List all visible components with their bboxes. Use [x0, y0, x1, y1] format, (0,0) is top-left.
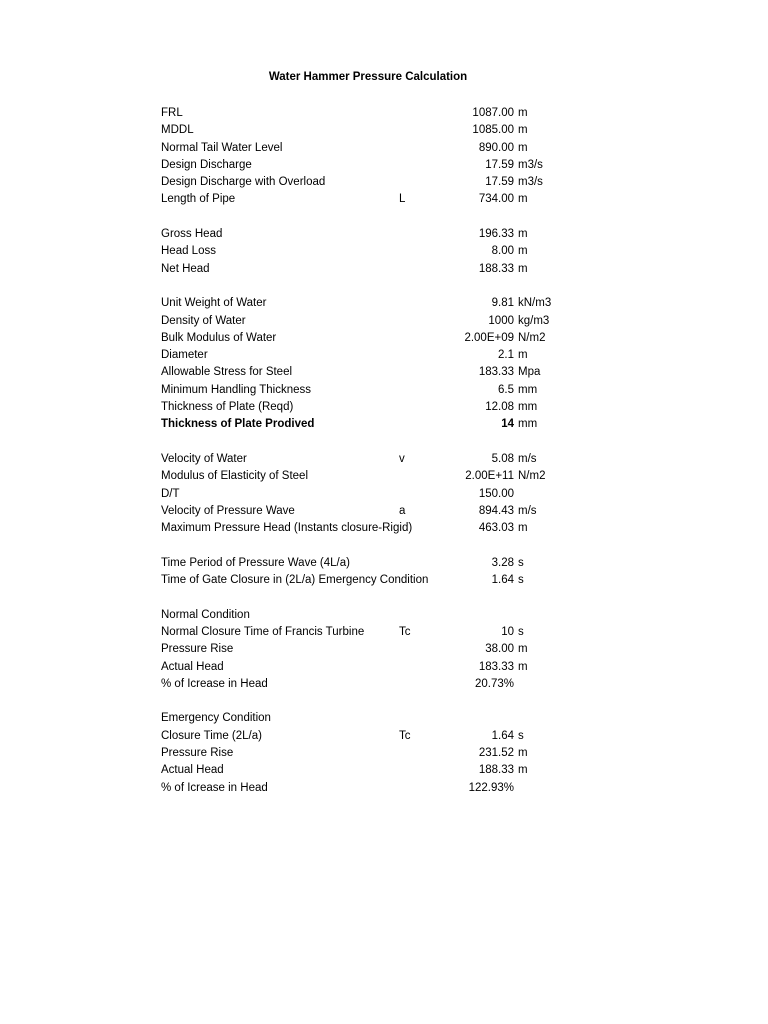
- row-label: Unit Weight of Water: [161, 297, 267, 310]
- row-label: Pressure Rise: [161, 746, 234, 759]
- row-value: 6.5: [498, 383, 514, 396]
- row-unit: m: [518, 660, 528, 673]
- row-unit: m: [518, 349, 528, 362]
- row-unit: kg/m3: [518, 314, 550, 327]
- row-symbol: Tc: [399, 625, 411, 638]
- row-label: Length of Pipe: [161, 193, 236, 206]
- row-unit: m: [518, 124, 528, 137]
- row-label: D/T: [161, 487, 180, 500]
- row-label: Diameter: [161, 349, 208, 362]
- row-value: 463.03: [478, 522, 514, 535]
- row-value: 1.64: [491, 574, 514, 587]
- row-unit: s: [518, 556, 524, 569]
- row-value: 1085.00: [472, 124, 514, 137]
- row-label: Thickness of Plate (Reqd): [161, 401, 294, 414]
- row-label: Design Discharge with Overload: [161, 176, 326, 189]
- blank-row: [161, 589, 581, 606]
- table-row: [161, 676, 581, 693]
- row-value: 188.33: [478, 262, 514, 275]
- row-unit: m/s: [518, 504, 537, 517]
- row-unit: m: [518, 141, 528, 154]
- row-label: Normal Closure Time of Francis Turbine: [161, 625, 365, 638]
- row-unit: N/m2: [518, 470, 546, 483]
- row-unit: mm: [518, 401, 538, 414]
- row-unit: N/m2: [518, 331, 546, 344]
- row-label: % of Icrease in Head: [161, 677, 268, 690]
- row-label: Maximum Pressure Head (Instants closure-Rigid): [161, 522, 413, 535]
- row-value: 38.00: [485, 643, 514, 656]
- row-value: 890.00: [478, 141, 514, 154]
- row-value: 17.59: [485, 158, 514, 171]
- table-row: [161, 226, 581, 243]
- row-value: 1.64: [491, 729, 514, 742]
- table-row: [161, 261, 581, 278]
- blank-row: [161, 693, 581, 710]
- row-unit: m: [518, 193, 528, 206]
- row-symbol: a: [399, 504, 406, 517]
- row-value: 894.43: [478, 504, 514, 517]
- row-unit: m: [518, 643, 528, 656]
- row-label: Net Head: [161, 262, 210, 275]
- table-row: [161, 486, 581, 503]
- row-symbol: Tc: [399, 729, 411, 742]
- calculation-table: [161, 105, 581, 797]
- table-row: [161, 347, 581, 364]
- row-value: 231.52: [478, 746, 514, 759]
- row-unit: m3/s: [518, 158, 543, 171]
- row-label: Velocity of Water: [161, 452, 247, 465]
- row-unit: mm: [518, 383, 538, 396]
- row-label: Allowable Stress for Steel: [161, 366, 293, 379]
- row-unit: m/s: [518, 452, 537, 465]
- row-unit: s: [518, 729, 524, 742]
- table-row: [161, 364, 581, 381]
- blank-row: [161, 278, 581, 295]
- table-row: [161, 295, 581, 312]
- row-label: Normal Condition: [161, 608, 250, 621]
- row-value: 9.81: [491, 297, 514, 310]
- table-row: [161, 607, 581, 624]
- table-row: [161, 243, 581, 260]
- row-value: 20.73%: [474, 677, 514, 690]
- row-value: 8.00: [491, 245, 514, 258]
- row-value: 196.33: [478, 228, 514, 241]
- table-row: [161, 641, 581, 658]
- row-unit: m: [518, 107, 528, 119]
- row-label: Modulus of Elasticity of Steel: [161, 470, 309, 483]
- row-value: 150.00: [478, 487, 514, 500]
- row-value: 17.59: [485, 176, 514, 189]
- row-label: Minimum Handling Thickness: [161, 383, 311, 396]
- row-label: Design Discharge: [161, 158, 252, 171]
- row-label: Closure Time (2L/a): [161, 729, 262, 742]
- table-row: [161, 503, 581, 520]
- row-value: 188.33: [478, 764, 514, 777]
- row-label: Velocity of Pressure Wave: [161, 504, 295, 517]
- row-label: Pressure Rise: [161, 643, 234, 656]
- table-row: [161, 659, 581, 676]
- table-row: [161, 330, 581, 347]
- blank-row: [161, 434, 581, 451]
- row-value: 1000: [488, 314, 514, 327]
- row-label: Bulk Modulus of Water: [161, 331, 277, 344]
- row-label: Actual Head: [161, 764, 224, 777]
- row-unit: s: [518, 574, 524, 587]
- row-label: Head Loss: [161, 245, 216, 258]
- row-label: Gross Head: [161, 228, 223, 241]
- table-row: [161, 572, 581, 589]
- row-unit: m: [518, 764, 528, 777]
- table-row: [161, 191, 581, 208]
- blank-row: [161, 209, 581, 226]
- table-row: [161, 157, 581, 174]
- row-value: 1087.00: [472, 107, 514, 119]
- row-label: Thickness of Plate Prodived: [161, 418, 315, 431]
- table-row: [161, 174, 581, 191]
- row-value: 12.08: [485, 401, 514, 414]
- row-value: 183.33: [478, 660, 514, 673]
- row-unit: m3/s: [518, 176, 543, 189]
- row-unit: m: [518, 522, 528, 535]
- table-row: [161, 710, 581, 727]
- row-label: Density of Water: [161, 314, 246, 327]
- row-label: Time of Gate Closure in (2L/a) Emergency Condition: [161, 574, 429, 587]
- table-row: [161, 520, 581, 537]
- row-value: 14: [501, 418, 514, 431]
- table-row: [161, 745, 581, 762]
- row-label: Actual Head: [161, 660, 224, 673]
- table-row: [161, 624, 581, 641]
- table-row: [161, 555, 581, 572]
- row-value: 122.93%: [468, 781, 514, 794]
- table-row: [161, 399, 581, 416]
- row-unit: s: [518, 625, 524, 638]
- row-value: 5.08: [491, 452, 514, 465]
- row-value: 3.28: [491, 556, 514, 569]
- row-label: Time Period of Pressure Wave (4L/a): [161, 556, 350, 569]
- table-row: [161, 382, 581, 399]
- row-label: % of Icrease in Head: [161, 781, 268, 794]
- table-row: [161, 451, 581, 468]
- row-value: 2.00E+09: [464, 331, 514, 344]
- table-row: [161, 780, 581, 797]
- row-value: 10: [501, 625, 514, 638]
- row-unit: mm: [518, 418, 538, 431]
- row-label: Emergency Condition: [161, 712, 271, 725]
- table-row: [161, 105, 581, 122]
- row-unit: m: [518, 262, 528, 275]
- blank-row: [161, 537, 581, 554]
- row-unit: m: [518, 245, 528, 258]
- row-unit: Mpa: [518, 366, 541, 379]
- table-row: [161, 762, 581, 779]
- row-symbol: L: [399, 193, 406, 206]
- row-value: 2.1: [498, 349, 514, 362]
- sheet-title: Water Hammer Pressure Calculation: [268, 71, 468, 83]
- row-value: 183.33: [478, 366, 514, 379]
- row-unit: m: [518, 746, 528, 759]
- row-label: MDDL: [161, 124, 194, 137]
- row-value: 2.00E+11: [465, 470, 514, 483]
- table-row: [161, 728, 581, 745]
- row-value: 734.00: [478, 193, 514, 206]
- row-unit: m: [518, 228, 528, 241]
- row-symbol: v: [399, 452, 405, 465]
- row-label: FRL: [161, 107, 183, 119]
- table-row: [161, 140, 581, 157]
- row-label: Normal Tail Water Level: [161, 141, 283, 154]
- table-row: [161, 468, 581, 485]
- table-row: [161, 122, 581, 139]
- table-row: [161, 416, 581, 433]
- table-row: [161, 313, 581, 330]
- row-unit: kN/m3: [518, 297, 552, 310]
